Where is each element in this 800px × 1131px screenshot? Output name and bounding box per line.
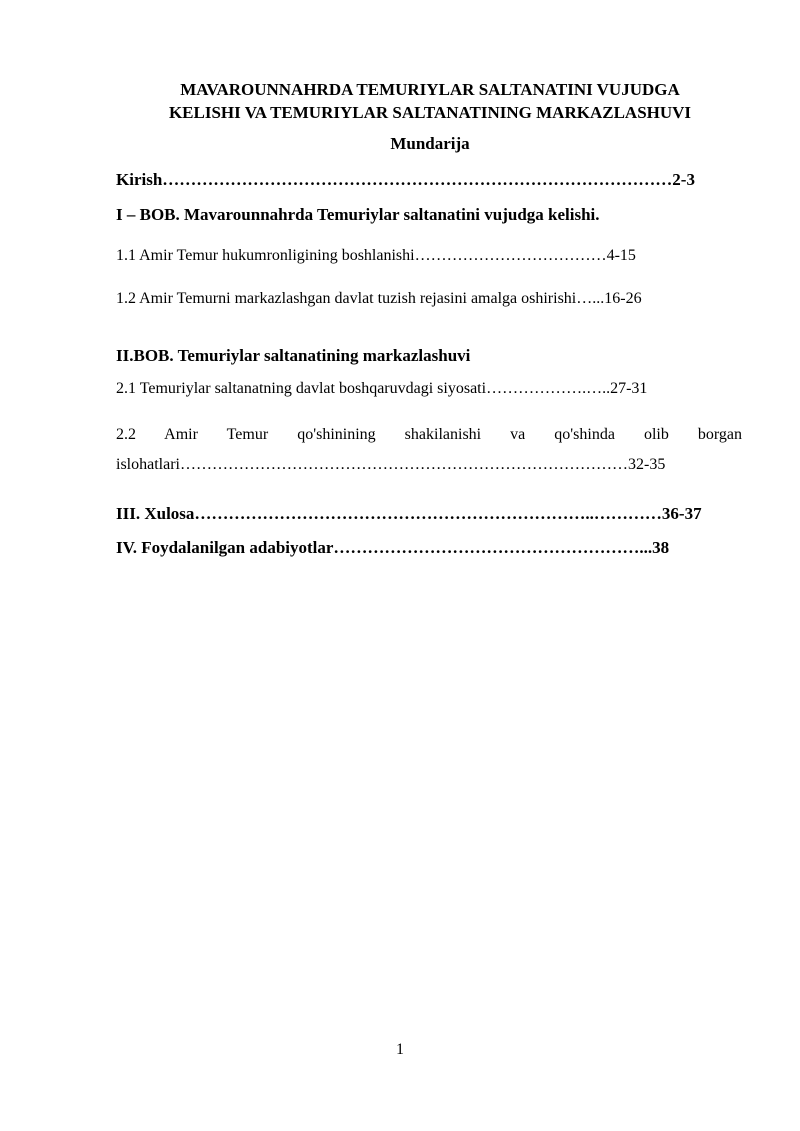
contents-heading: Mundarija	[390, 134, 470, 153]
toc-entry-1-2: 1.2 Amir Temurni markazlashgan davlat tuzish rejasini amalga oshirishi…...16-26	[116, 290, 642, 307]
toc-chapter-3: III. Xulosa……………………………………………………………..…………36-37	[116, 504, 702, 523]
title-line-2: KELISHI VA TEMURIYLAR SALTANATINING MARKAZLASHUVI	[168, 103, 692, 122]
page-number: 1	[396, 1041, 404, 1058]
toc-chapter-2: II.BOB. Temuriylar saltanatining markazlashuvi	[116, 346, 471, 365]
title-line-1: MAVAROUNNAHRDA TEMURIYLAR SALTANATINI VUJUDGA	[180, 80, 680, 99]
toc-entry-2-2: 2.2 Amir Temur qo'shinining shakilanishi va qo'shinda olib borgan islohatlari…………………………………………………………………………32-35	[116, 426, 742, 473]
toc-chapter-1: I – BOB. Mavarounnahrda Temuriylar saltanatini vujudga kelishi.	[116, 205, 600, 224]
document-title	[100, 78, 760, 124]
toc-entry-kirish: Kirish………………………………………………………………………………2-3	[116, 170, 695, 189]
toc-entry-2-1: 2.1 Temuriylar saltanatning davlat boshqaruvdagi siyosati……………….…..27-31	[116, 380, 648, 397]
toc-entry-1-1: 1.1 Amir Temur hukumronligining boshlanishi………………………………4-15	[116, 247, 636, 264]
toc-chapter-4: IV. Foydalanilgan adabiyotlar………………………………………………...38	[116, 538, 670, 557]
